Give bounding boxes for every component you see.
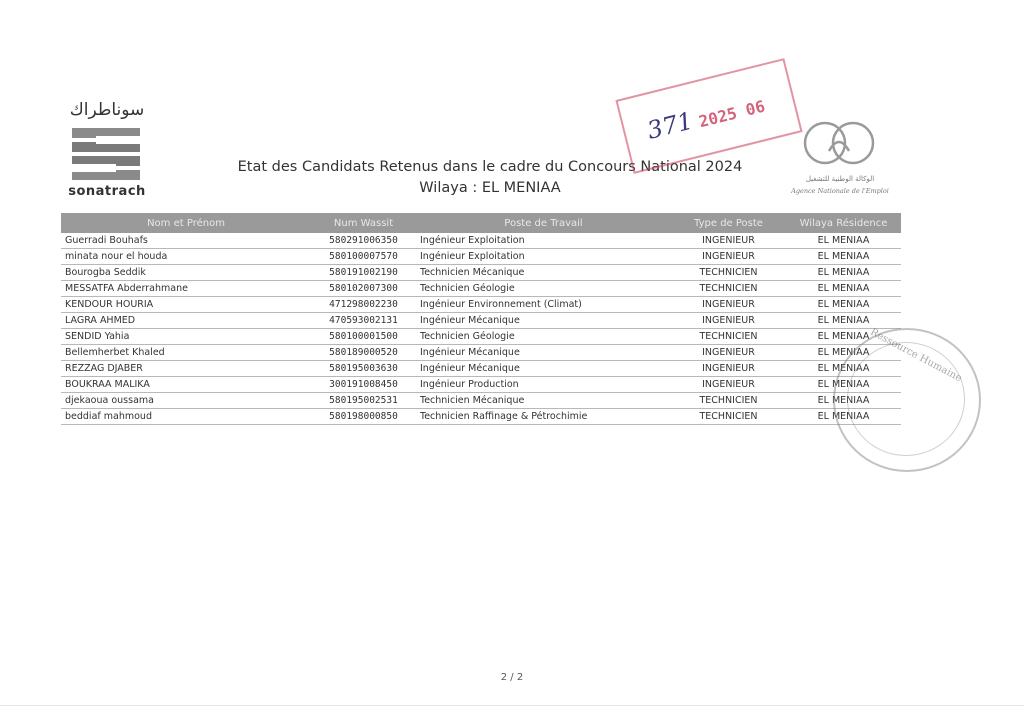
table-row bbox=[61, 233, 901, 249]
cell-post-type: TECHNICIEN bbox=[671, 265, 786, 281]
table-row bbox=[61, 409, 901, 425]
cell-job-post: Ingénieur Mécanique bbox=[416, 345, 671, 361]
table-row bbox=[61, 393, 901, 409]
official-round-stamp bbox=[833, 328, 981, 472]
cell-job-post: Technicien Mécanique bbox=[416, 265, 671, 281]
cell-wassit-number: 580100007570 bbox=[311, 249, 416, 265]
cell-post-type: INGENIEUR bbox=[671, 313, 786, 329]
cell-residence: EL MENIAA bbox=[786, 297, 901, 313]
table-row bbox=[61, 313, 901, 329]
logo-name-text: sonatrach bbox=[68, 184, 146, 199]
table-row bbox=[61, 249, 901, 265]
stamp-number: 371 bbox=[644, 106, 696, 145]
cell-residence: EL MENIAA bbox=[786, 345, 901, 361]
cell-wassit-number: 580291006350 bbox=[311, 233, 416, 249]
cell-name: Bellemherbet Khaled bbox=[61, 345, 311, 361]
cell-job-post: Technicien Géologie bbox=[416, 281, 671, 297]
table-row bbox=[61, 281, 901, 297]
cell-residence: EL MENIAA bbox=[786, 249, 901, 265]
agency-name-arabic: الوكالة الوطنية للتشغيل bbox=[805, 175, 875, 183]
cell-wassit-number: 471298002230 bbox=[311, 297, 416, 313]
cell-post-type: INGENIEUR bbox=[671, 377, 786, 393]
header-wassit-number: Num Wassit bbox=[311, 213, 416, 233]
cell-post-type: TECHNICIEN bbox=[671, 409, 786, 425]
cell-name: Bourogba Seddik bbox=[61, 265, 311, 281]
cell-job-post: Ingénieur Production bbox=[416, 377, 671, 393]
table-row bbox=[61, 377, 901, 393]
cell-post-type: INGENIEUR bbox=[671, 361, 786, 377]
cell-residence: EL MENIAA bbox=[786, 233, 901, 249]
agency-logo bbox=[785, 115, 895, 205]
cell-residence: EL MENIAA bbox=[786, 281, 901, 297]
header-residence: Wilaya Résidence bbox=[786, 213, 901, 233]
cell-name: REZZAG DJABER bbox=[61, 361, 311, 377]
cell-wassit-number: 470593002131 bbox=[311, 313, 416, 329]
cell-name: beddiaf mahmoud bbox=[61, 409, 311, 425]
cell-post-type: INGENIEUR bbox=[671, 297, 786, 313]
cell-name: SENDID Yahia bbox=[61, 329, 311, 345]
table-row bbox=[61, 345, 901, 361]
cell-name: KENDOUR HOURIA bbox=[61, 297, 311, 313]
cell-post-type: TECHNICIEN bbox=[671, 393, 786, 409]
cell-job-post: Ingénieur Mécanique bbox=[416, 313, 671, 329]
cell-residence: EL MENIAA bbox=[786, 329, 901, 345]
cell-wassit-number: 580189000520 bbox=[311, 345, 416, 361]
page-number: 2 / 2 bbox=[500, 672, 524, 683]
cell-residence: EL MENIAA bbox=[786, 409, 901, 425]
cell-residence: EL MENIAA bbox=[786, 265, 901, 281]
cell-job-post: Technicien Raffinage & Pétrochimie bbox=[416, 409, 671, 425]
cell-job-post: Ingénieur Exploitation bbox=[416, 249, 671, 265]
candidates-table bbox=[61, 213, 901, 425]
cell-post-type: TECHNICIEN bbox=[671, 329, 786, 345]
cell-name: djekaoua oussama bbox=[61, 393, 311, 409]
stamp-date: 2025 06 bbox=[696, 96, 767, 132]
cell-residence: EL MENIAA bbox=[786, 393, 901, 409]
cell-residence: EL MENIAA bbox=[786, 361, 901, 377]
header-name: Nom et Prénom bbox=[61, 213, 311, 233]
header-job-post: Poste de Travail bbox=[416, 213, 671, 233]
table-row bbox=[61, 265, 901, 281]
cell-wassit-number: 580198000850 bbox=[311, 409, 416, 425]
agency-name-french: Agence Nationale de l'Emploi bbox=[791, 187, 889, 195]
cell-name: LAGRA AHMED bbox=[61, 313, 311, 329]
cell-post-type: INGENIEUR bbox=[671, 249, 786, 265]
table-header-row bbox=[61, 213, 901, 233]
cell-wassit-number: 580102007300 bbox=[311, 281, 416, 297]
cell-job-post: Ingénieur Exploitation bbox=[416, 233, 671, 249]
table-row bbox=[61, 329, 901, 345]
table-row bbox=[61, 297, 901, 313]
logo-arabic-text: سوناطراك bbox=[69, 100, 145, 120]
cell-name: MESSATFA Abderrahmane bbox=[61, 281, 311, 297]
header-post-type: Type de Poste bbox=[671, 213, 786, 233]
cell-job-post: Ingénieur Mécanique bbox=[416, 361, 671, 377]
cell-job-post: Technicien Géologie bbox=[416, 329, 671, 345]
cell-name: BOUKRAA MALIKA bbox=[61, 377, 311, 393]
cell-wassit-number: 580195002531 bbox=[311, 393, 416, 409]
cell-name: Guerradi Bouhafs bbox=[61, 233, 311, 249]
cell-wassit-number: 300191008450 bbox=[311, 377, 416, 393]
cell-residence: EL MENIAA bbox=[786, 377, 901, 393]
cell-name: minata nour el houda bbox=[61, 249, 311, 265]
cell-post-type: TECHNICIEN bbox=[671, 281, 786, 297]
cell-wassit-number: 580100001500 bbox=[311, 329, 416, 345]
bottom-divider bbox=[0, 705, 1024, 706]
stamp-inner-ring bbox=[847, 342, 965, 456]
cell-wassit-number: 580195003630 bbox=[311, 361, 416, 377]
cell-residence: EL MENIAA bbox=[786, 313, 901, 329]
cell-post-type: INGENIEUR bbox=[671, 233, 786, 249]
cell-job-post: Technicien Mécanique bbox=[416, 393, 671, 409]
agency-emblem-icon bbox=[785, 115, 895, 173]
table-row bbox=[61, 361, 901, 377]
table-body bbox=[61, 233, 901, 425]
cell-job-post: Ingénieur Environnement (Climat) bbox=[416, 297, 671, 313]
stamp-text: Ressource Humaine bbox=[868, 326, 964, 385]
cell-wassit-number: 580191002190 bbox=[311, 265, 416, 281]
title-line-1: Etat des Candidats Retenus dans le cadre du Concours National 2024 bbox=[237, 159, 743, 175]
title-line-2: Wilaya : EL MENIAA bbox=[419, 180, 561, 196]
cell-post-type: INGENIEUR bbox=[671, 345, 786, 361]
